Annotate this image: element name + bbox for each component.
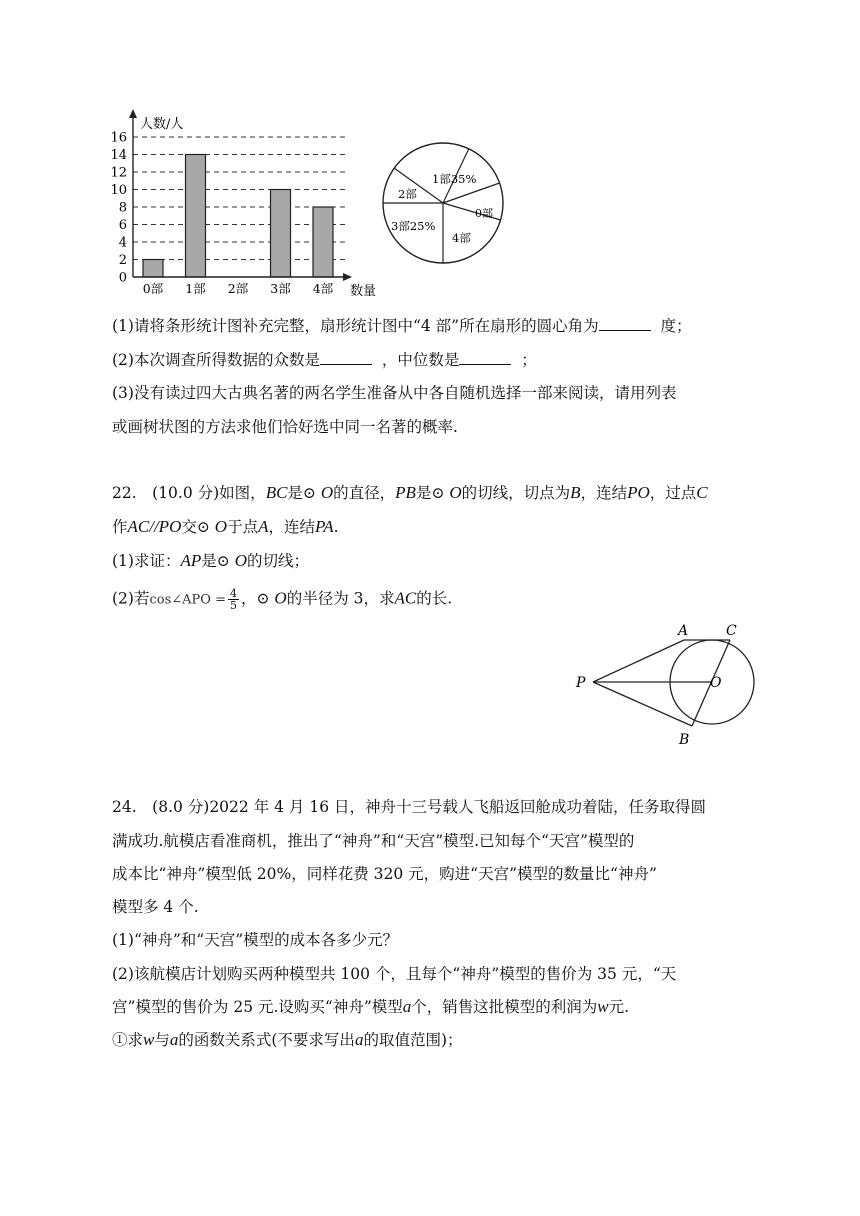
y-axis-arrow xyxy=(129,109,137,118)
x-tick-label: 0部 xyxy=(142,281,164,296)
answer-blank xyxy=(599,315,651,331)
y-tick-label: 2 xyxy=(118,253,127,268)
y-tick-label: 6 xyxy=(118,218,127,233)
bar-chart xyxy=(108,105,377,310)
pie-label: 2部 xyxy=(398,187,417,201)
pie-label: 0部 xyxy=(475,207,493,220)
label-a: A xyxy=(678,623,689,639)
segment-pb xyxy=(593,682,692,726)
q24-subpart1: ①求w与a的函数关系式(不要求写出a的取值范围)； xyxy=(112,1030,463,1049)
x-tick-label: 4部 xyxy=(312,281,334,296)
fraction: $\frac{4}{5}$ xyxy=(229,587,237,612)
y-tick-label: 14 xyxy=(110,148,127,163)
geometry-figure xyxy=(570,622,770,757)
q24-part1: (1)“神舟”和“天宫”模型的成本各多少元？ xyxy=(112,931,399,949)
x-tick-label: 2部 xyxy=(227,281,249,296)
x-axis-arrow xyxy=(343,273,352,281)
bar xyxy=(143,260,163,278)
x-tick-label: 1部 xyxy=(185,281,206,296)
x-tick-label: 3部 xyxy=(270,281,291,296)
bar xyxy=(186,155,206,278)
y-tick-label: 10 xyxy=(110,183,127,198)
q21-part1: (1)请将条形统计图补充完整，扇形统计图中“4 部”所在扇形的圆心角为 度； xyxy=(112,317,692,335)
pie-label: 1部35% xyxy=(432,172,477,186)
label-c: C xyxy=(726,623,737,639)
q22-line1: 22. (10.0 分)如图，BC是⊙ O的直径，PB是⊙ O的切线，切点为B，连结PO，过点C xyxy=(112,483,708,502)
y-tick-label: 0 xyxy=(118,270,127,286)
y-tick-label: 16 xyxy=(110,130,127,146)
answer-blank xyxy=(320,349,372,365)
q22-part1: (1)求证：AP是⊙ O的切线； xyxy=(112,551,309,570)
y-tick-label: 12 xyxy=(110,165,127,181)
q22-line2: 作AC//PO交⊙ O于点A，连结PA. xyxy=(112,517,339,536)
q24-part2-cont: 宫”模型的售价为 25 元.设购买“神舟”模型a个，销售这批模型的利润为w元. xyxy=(112,997,630,1016)
y-tick-label: 8 xyxy=(118,200,127,216)
y-tick-label: 4 xyxy=(118,235,127,251)
label-b: B xyxy=(679,732,690,748)
q24-line2: 满成功.航模店看准商机，推出了“神舟”和“天宫”模型.已知每个“天宫”模型的 xyxy=(112,832,635,850)
q22-part2: (2)若cos∠APO = $\frac{4}{5}$ ，⊙ O的半径为 3，求AC的长. xyxy=(112,587,453,612)
y-axis-label: 人数/人 xyxy=(140,117,184,132)
q21-part3-cont: 或画树状图的方法求他们恰好选中同一名著的概率. xyxy=(112,418,458,436)
x-axis-label: 数量 xyxy=(350,284,377,299)
bar xyxy=(271,190,291,278)
q24-part2: (2)该航模店计划购买两种模型共 100 个，且每个“神舟”模型的售价为 35 元，“天 xyxy=(112,965,677,983)
label-p: P xyxy=(576,675,586,691)
cos-expression: cos∠APO = xyxy=(149,592,226,608)
label-o: O xyxy=(710,675,722,691)
pie-chart xyxy=(378,138,508,268)
q24-line1: 24. (8.0 分)2022 年 4 月 16 日，神舟十三号载人飞船返回舱成功着陆，任务取得圆 xyxy=(112,798,706,816)
bar xyxy=(313,207,333,277)
pie-label: 4部 xyxy=(452,231,471,245)
q24-line4: 模型多 4 个. xyxy=(112,898,199,916)
q21-part2: (2)本次调查所得数据的众数是 ，中位数是 ； xyxy=(112,351,537,369)
q21-part3: (3)没有读过四大古典名著的两名学生准备从中各自随机选择一部来阅读，请用列表 xyxy=(112,384,677,402)
answer-blank xyxy=(459,349,511,365)
pie-label: 3部25% xyxy=(391,219,436,233)
q24-line3: 成本比“神舟”模型低 20%，同样花费 320 元，购进“天宫”模型的数量比“神舟” xyxy=(112,865,657,883)
